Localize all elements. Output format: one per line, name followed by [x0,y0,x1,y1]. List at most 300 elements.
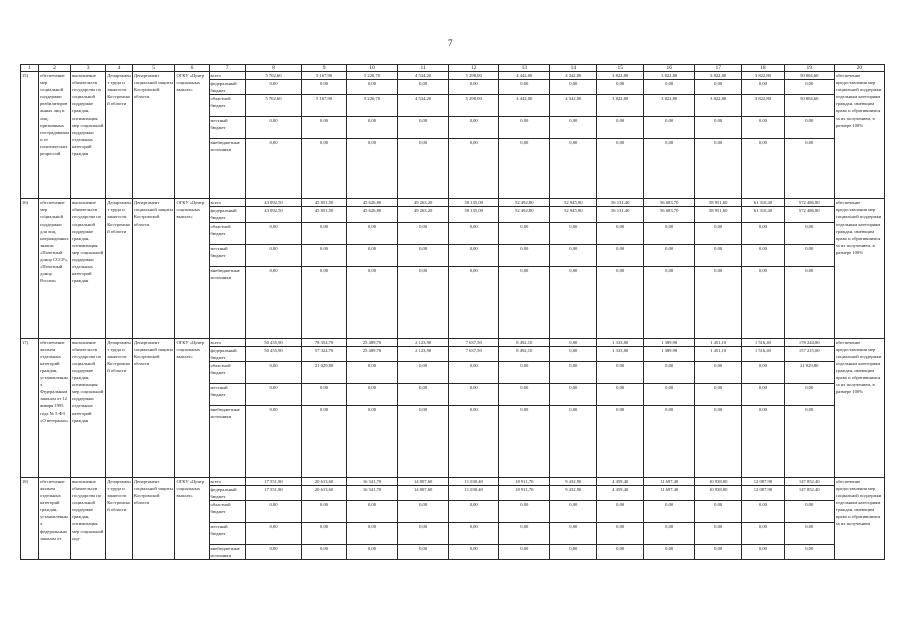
funding-value: 0,00 [346,405,397,477]
funding-value: 11 030,40 [449,485,499,500]
funding-value: 157 215,00 [784,346,834,361]
funding-value: 52 945,90 [550,207,597,222]
funding-value: 0,00 [499,117,550,139]
funding-value: 0,00 [784,266,834,338]
header-cell: 14 [550,65,597,72]
co-executor: Департамент социальной защиты Костромской области [132,338,175,477]
funding-source: федеральный бюджет [209,485,245,500]
funding-value: 0,00 [499,501,550,523]
funding-value: 572 486,80 [784,199,834,207]
funding-value: 0,00 [346,361,397,383]
funding-value: 0,00 [398,266,449,338]
funding-source: областной бюджет [209,501,245,523]
measure-name: обеспечение мер социальной поддержки реабилитированных лиц и лиц, признанных пострадавшими от политических репрессий [39,72,71,199]
measure-goal: выполнение обязательств государства по социальной поддержке граждан, оптимизация мер социальной поддержки отдельных категорий граждан [71,338,106,477]
funding-source: местный бюджет [209,383,245,405]
funding-value: 0,00 [398,139,449,199]
funding-value: 0,00 [695,139,742,199]
expected-result: обеспечение предоставления мер социальной поддержки отдельным категориям граждан, имеющим право и обратившимся за их получением [834,477,884,559]
funding-value: 16 341,70 [346,485,397,500]
funding-source: всего [209,477,245,485]
funding-value: 1 333,80 [597,346,644,361]
funding-value: 1 516,40 [742,338,785,346]
funding-source: всего [209,199,245,207]
funding-value: 0,00 [644,361,695,383]
measure-goal: выполнение обязательств государства по социальной поддержке граждан, оптимизация мер социальной поддержки отдельных категорий граждан [71,72,106,199]
funding-value: 0,00 [245,139,301,199]
funding-value: 0,00 [695,266,742,338]
funding-value: 0,00 [398,361,449,383]
table-row [21,72,885,80]
funding-value: 1 516,40 [742,346,785,361]
funding-value: 11 030,40 [449,477,499,485]
header-cell: 17 [695,65,742,72]
funding-value: 50 004,60 [784,72,834,80]
table-row [21,477,885,485]
funding-value: 0,00 [550,405,597,477]
funding-value: 0,00 [742,383,785,405]
funding-value: 0,00 [597,244,644,266]
funding-value: 0,00 [499,222,550,244]
funding-source: областной бюджет [209,222,245,244]
header-cell: 2 [39,65,71,72]
co-executor: Департамент социальной защиты Костромской области [132,199,175,338]
row-index: 17) [21,338,39,477]
funding-value: 5 702,60 [245,72,301,80]
funding-value: 0,00 [550,244,597,266]
funding-value: 0,00 [346,244,397,266]
funding-value: 9 432,90 [550,485,597,500]
funding-value: 0,00 [742,117,785,139]
funding-value: 0,00 [245,361,301,383]
funding-value: 1 451,10 [695,338,742,346]
funding-value: 0,00 [346,545,397,560]
participant-org: ОГКУ «Центр социальных выплат» [175,199,209,338]
header-cell: 16 [644,65,695,72]
funding-value: 0,00 [784,501,834,523]
funding-value: 61 310,40 [742,207,785,222]
funding-value: 3 822,80 [597,95,644,117]
funding-value: 0,00 [742,139,785,199]
funding-source: внебюджетные источники [209,266,245,338]
funding-value: 1 451,10 [695,346,742,361]
table-row [21,199,885,207]
funding-value: 7 637,50 [449,346,499,361]
funding-value: 25 489,70 [346,338,397,346]
funding-value: 10 938,00 [695,477,742,485]
funding-value: 49 263,20 [398,199,449,207]
funding-value: 0,00 [346,383,397,405]
funding-value: 50 455,90 [245,338,301,346]
funding-value: 5 226,70 [346,95,397,117]
funding-value: 0,00 [499,383,550,405]
funding-source: федеральный бюджет [209,346,245,361]
funding-value: 0,00 [597,266,644,338]
funding-value: 0,00 [597,545,644,560]
funding-value: 0,00 [398,383,449,405]
funding-value: 0,00 [449,117,499,139]
funding-value: 50 004,60 [784,95,834,117]
funding-value: 0,00 [784,117,834,139]
expected-result: обеспечение предоставления мер социальной поддержки отдельным категориям граждан, имеющим право и обратившимся за их получением, в размере 100% [834,338,884,477]
funding-value: 0,00 [784,405,834,477]
responsible-executor: Департамент труда и занятости Костромской области [106,338,133,477]
funding-value: 50 135,00 [449,199,499,207]
funding-source: всего [209,338,245,346]
header-cell: 6 [175,65,209,72]
funding-value: 0,00 [550,80,597,95]
funding-value: 5 702,60 [245,95,301,117]
funding-value: 0,00 [398,523,449,545]
measure-goal: выполнение обязательств государства по социальной поддержке граждан, оптимизация мер социальной поддержки отдельных категорий граждан [71,199,106,338]
funding-value: 45 851,50 [302,207,347,222]
funding-value: 0,00 [245,501,301,523]
funding-value: 0,00 [550,383,597,405]
funding-value: 0,00 [644,80,695,95]
header-cell: 3 [71,65,106,72]
funding-source: местный бюджет [209,523,245,545]
funding-value: 0,00 [742,361,785,383]
funding-value: 4 534,20 [398,95,449,117]
funding-value: 0,00 [644,244,695,266]
funding-value: 58 951,60 [695,207,742,222]
funding-value: 0,00 [346,266,397,338]
page-number: 7 [448,38,453,48]
funding-value: 0,00 [302,545,347,560]
funding-value: 0,00 [550,361,597,383]
funding-value: 7 637,50 [449,338,499,346]
funding-value: 0,00 [346,139,397,199]
funding-value: 52 492,80 [499,207,550,222]
funding-value: 0,00 [597,501,644,523]
funding-source: областной бюджет [209,95,245,117]
funding-value: 0,00 [346,80,397,95]
funding-value: 0,00 [449,139,499,199]
table-row [21,338,885,346]
funding-value: 0,00 [346,523,397,545]
funding-value: 61 310,40 [742,199,785,207]
expected-result: обеспечение предоставления мер социальной поддержки отдельным категориям граждан, имеющим право и обратившимся за их получением, в размере 100% [834,199,884,338]
header-cell: 15 [597,65,644,72]
funding-value: 0,00 [398,545,449,560]
funding-value: 0,00 [784,139,834,199]
funding-value: 14 807,60 [398,477,449,485]
funding-value: 0,00 [742,405,785,477]
funding-value: 0,00 [449,80,499,95]
header-row [21,65,885,72]
funding-value: 0,00 [245,545,301,560]
expected-result: обеспечение предоставления мер социальной поддержки отдельным категориям граждан, имеющим право и обратившимся за их получением, в размере 100% [834,72,884,199]
header-cell: 19 [784,65,834,72]
funding-value: 0,00 [742,266,785,338]
funding-value: 45 626,80 [346,199,397,207]
funding-value: 0,00 [695,383,742,405]
funding-value: 0,00 [742,244,785,266]
funding-value: 21 029,80 [784,361,834,383]
funding-value: 0,00 [499,266,550,338]
funding-value: 21 029,80 [302,361,347,383]
funding-value: 147 852,40 [784,485,834,500]
funding-value: 0,00 [398,405,449,477]
funding-value: 0,00 [449,501,499,523]
funding-value: 0,00 [550,222,597,244]
funding-value: 0,00 [550,346,597,361]
responsible-executor: Департамент труда и занятости Костромской области [106,477,133,559]
funding-value: 0,00 [784,545,834,560]
funding-value: 0,00 [597,80,644,95]
funding-value: 0,00 [245,80,301,95]
funding-value: 0,00 [550,139,597,199]
funding-value: 0,00 [550,117,597,139]
measure-name: обеспечение жильем отдельных категорий граждан, установленных Федеральным законом от 12 января 1995 года № 5-ФЗ «О ветеранах» [39,338,71,477]
header-cell: 13 [499,65,550,72]
funding-value: 0,00 [302,383,347,405]
program-measures-table [20,64,885,560]
funding-value: 18 911,70 [499,477,550,485]
funding-value: 0,00 [499,361,550,383]
funding-value: 20 613,60 [302,477,347,485]
funding-value: 3 822,80 [695,72,742,80]
funding-source: федеральный бюджет [209,207,245,222]
funding-value: 0,00 [449,361,499,383]
funding-value: 0,00 [449,244,499,266]
responsible-executor: Департамент труда и занятости Костромской области [106,72,133,199]
funding-source: местный бюджет [209,244,245,266]
funding-value: 0,00 [499,523,550,545]
funding-value: 5 167,90 [302,72,347,80]
funding-value: 45 626,80 [346,207,397,222]
funding-value: 178 244,80 [784,338,834,346]
header-cell: 10 [346,65,397,72]
header-cell: 18 [742,65,785,72]
funding-value: 0,00 [695,523,742,545]
funding-value: 0,00 [597,405,644,477]
header-cell: 7 [209,65,245,72]
funding-value: 0,00 [449,383,499,405]
funding-value: 10 938,00 [695,485,742,500]
funding-value: 0,00 [302,139,347,199]
funding-value: 0,00 [784,244,834,266]
funding-value: 0,00 [302,501,347,523]
funding-value: 0,00 [784,80,834,95]
funding-value: 2 123,90 [398,338,449,346]
funding-value: 0,00 [695,222,742,244]
funding-value: 0,00 [597,139,644,199]
row-index: 18) [21,477,39,559]
participant-org: ОГКУ «Центр социальных выплат» [175,338,209,477]
funding-source: внебюджетные источники [209,139,245,199]
funding-value: 0,00 [449,266,499,338]
funding-value: 0,00 [302,222,347,244]
funding-value: 0,00 [449,523,499,545]
funding-value: 9 432,90 [550,477,597,485]
funding-value: 0,00 [695,244,742,266]
funding-value: 4 342,00 [550,72,597,80]
funding-value: 0,00 [245,244,301,266]
funding-value: 1 333,80 [597,338,644,346]
header-cell: 5 [132,65,175,72]
funding-value: 0,00 [644,405,695,477]
funding-value: 0,00 [499,139,550,199]
funding-value: 0,00 [550,501,597,523]
funding-value: 0,00 [550,266,597,338]
funding-value: 0,00 [499,405,550,477]
funding-value: 0,00 [398,501,449,523]
funding-value: 4 442,00 [499,72,550,80]
funding-value: 3 822,80 [742,95,785,117]
funding-value: 1 389,90 [644,338,695,346]
funding-value: 5 298,00 [449,95,499,117]
funding-value: 0,00 [499,80,550,95]
funding-value: 50 455,90 [245,346,301,361]
header-cell: 8 [245,65,301,72]
funding-value: 0,00 [784,523,834,545]
funding-value: 11 697,40 [644,477,695,485]
funding-value: 0,00 [302,266,347,338]
funding-value: 0,00 [346,222,397,244]
funding-value: 0,00 [550,338,597,346]
funding-value: 12 087,90 [742,477,785,485]
funding-value: 52 492,80 [499,199,550,207]
funding-value: 0,00 [302,244,347,266]
header-cell: 4 [106,65,133,72]
funding-value: 0,00 [644,266,695,338]
funding-value: 0,00 [784,222,834,244]
funding-value: 3 822,80 [644,72,695,80]
funding-value: 0,00 [644,501,695,523]
funding-source: федеральный бюджет [209,80,245,95]
funding-value: 147 852,40 [784,477,834,485]
funding-value: 18 911,70 [499,485,550,500]
header-cell: 20 [834,65,884,72]
co-executor: Департамент социальной защиты Костромской области [132,477,175,559]
funding-value: 0,00 [499,244,550,266]
funding-value: 0,00 [695,80,742,95]
funding-value: 0,00 [597,361,644,383]
funding-value: 43 092,50 [245,199,301,207]
funding-value: 0,00 [245,523,301,545]
funding-value: 0,00 [597,383,644,405]
funding-value: 17 551,80 [245,485,301,500]
header-cell: 11 [398,65,449,72]
funding-source: внебюджетные источники [209,545,245,560]
funding-value: 0,00 [742,523,785,545]
funding-value: 4 459,40 [597,485,644,500]
funding-value: 0,00 [644,139,695,199]
funding-value: 56 131,40 [597,199,644,207]
funding-value: 4 534,20 [398,72,449,80]
row-index: 15) [21,72,39,199]
funding-value: 0,00 [302,405,347,477]
funding-value: 45 851,50 [302,199,347,207]
header-cell: 12 [449,65,499,72]
measure-name: обеспечение мер социальной поддержки для лиц, награжденных знаком «Почетный донор СССР», «Почетный донор России» [39,199,71,338]
funding-value: 0,00 [302,117,347,139]
funding-value: 5 298,00 [449,72,499,80]
funding-value: 0,00 [644,545,695,560]
funding-value: 20 613,60 [302,485,347,500]
funding-value: 50 135,00 [449,207,499,222]
funding-value: 1 389,90 [644,346,695,361]
funding-value: 4 459,40 [597,477,644,485]
funding-value: 12 087,90 [742,485,785,500]
funding-value: 56 683,70 [644,199,695,207]
funding-value: 8 492,10 [499,338,550,346]
funding-value: 0,00 [695,545,742,560]
funding-value: 0,00 [597,117,644,139]
funding-value: 58 951,60 [695,199,742,207]
funding-value: 0,00 [695,117,742,139]
responsible-executor: Департамент труда и занятости Костромской области [106,199,133,338]
funding-source: областной бюджет [209,361,245,383]
funding-value: 0,00 [245,405,301,477]
funding-value: 0,00 [346,117,397,139]
funding-value: 3 822,80 [644,95,695,117]
funding-value: 0,00 [398,80,449,95]
funding-value: 0,00 [499,545,550,560]
funding-value: 0,00 [644,117,695,139]
participant-org: ОГКУ «Центр социальных выплат» [175,477,209,559]
funding-value: 0,00 [346,501,397,523]
funding-value: 0,00 [449,222,499,244]
funding-value: 0,00 [449,405,499,477]
funding-source: местный бюджет [209,117,245,139]
funding-value: 0,00 [695,501,742,523]
funding-value: 0,00 [742,501,785,523]
funding-value: 0,00 [644,383,695,405]
funding-value: 0,00 [742,222,785,244]
funding-value: 5 226,70 [346,72,397,80]
funding-value: 0,00 [449,545,499,560]
funding-value: 0,00 [550,523,597,545]
row-index: 16) [21,199,39,338]
funding-value: 0,00 [597,222,644,244]
funding-value: 25 489,70 [346,346,397,361]
measure-goal: выполнение обязательств государства по социальной поддержке граждан, оптимизация мер социальной под- [71,477,106,559]
funding-value: 0,00 [597,523,644,545]
funding-value: 11 697,40 [644,485,695,500]
funding-value: 78 354,70 [302,338,347,346]
funding-value: 0,00 [550,545,597,560]
funding-value: 49 263,20 [398,207,449,222]
funding-value: 0,00 [245,383,301,405]
funding-value: 43 092,50 [245,207,301,222]
funding-value: 3 822,80 [695,95,742,117]
funding-value: 3 822,80 [597,72,644,80]
participant-org: ОГКУ «Центр социальных выплат» [175,72,209,199]
funding-value: 17 551,80 [245,477,301,485]
funding-value: 56 683,70 [644,207,695,222]
funding-value: 0,00 [695,405,742,477]
funding-value: 0,00 [644,222,695,244]
funding-value: 3 822,80 [742,72,785,80]
funding-value: 0,00 [302,523,347,545]
header-cell: 9 [302,65,347,72]
funding-value: 14 807,60 [398,485,449,500]
funding-value: 0,00 [742,545,785,560]
funding-value: 572 486,80 [784,207,834,222]
funding-value: 8 492,10 [499,346,550,361]
funding-value: 16 341,70 [346,477,397,485]
measure-name: обеспечение жильем отдельных категорий граждан, установленных федеральным законом от [39,477,71,559]
funding-value: 0,00 [742,80,785,95]
funding-value: 0,00 [245,222,301,244]
funding-value: 0,00 [398,222,449,244]
co-executor: Департамент социальной защиты Костромской области [132,72,175,199]
funding-source: всего [209,72,245,80]
funding-value: 4 442,00 [499,95,550,117]
funding-value: 4 342,00 [550,95,597,117]
